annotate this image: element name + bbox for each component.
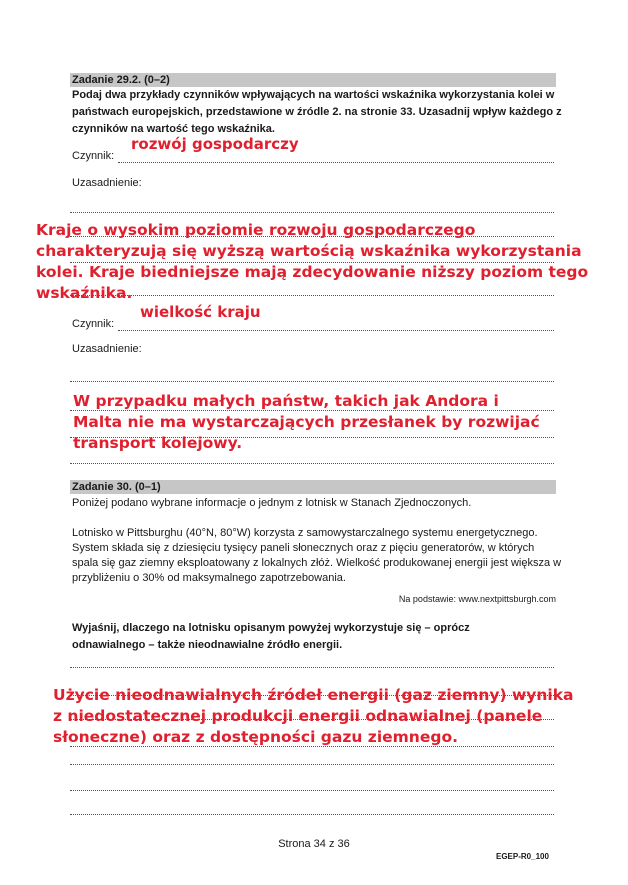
- answer-line[interactable]: [70, 667, 554, 668]
- task-29-header: Zadanie 29.2. (0–2): [70, 73, 556, 87]
- answer-line[interactable]: [70, 463, 554, 464]
- answer-line[interactable]: [70, 212, 554, 213]
- task-30-source-text: Lotnisko w Pittsburghu (40°N, 80°W) korzysta z samowystarczalnego systemu energetycznego. System składa się z dziesięciu tysięcy paneli słonecznych oraz z pięciu generatorów, w których spala się gaz ziemny eksploatowany z lokalnych złóż. Wielkość produkowanej energii jest większa w przybliżeniu o 30% od maksymalnego zapotrzebowania.: [72, 527, 562, 584]
- task-30-question: Wyjaśnij, dlaczego na lotnisku opisanym powyżej wykorzystuje się – oprócz odnawialnego – także nieodnawialne źródło energii.: [72, 622, 470, 651]
- task-30-answer: Użycie nieodnawialnych źródeł energii (gaz ziemny) wynika z niedostatecznej produkcji energii odnawialnej (panele słoneczne) oraz z dostępności gazu ziemnego.: [53, 686, 574, 746]
- task-29-instruction: Podaj dwa przykłady czynników wpływających na wartości wskaźnika wykorzystania kolei w państwach europejskich, przedstawione w źródle 2. na stronie 33. Uzasadnij wpływ każdego z czynników na wartość tego wskaźnika.: [72, 89, 562, 135]
- answer-line[interactable]: [70, 790, 554, 791]
- justification-1-label: Uzasadnienie:: [72, 177, 142, 189]
- justification-2-label: Uzasadnienie:: [72, 343, 142, 355]
- page-number: Strona 34 z 36: [278, 838, 350, 850]
- answer-line[interactable]: [70, 814, 554, 815]
- answer-line[interactable]: [70, 764, 554, 765]
- justification-1-answer: Kraje o wysokim poziomie rozwoju gospodarczego charakteryzują się wyższą wartością wskaźnika wykorzystania kolei. Kraje biedniejsze mają zdecydowanie niższy poziom tego wskaźnika.: [36, 221, 589, 302]
- answer-line[interactable]: [70, 381, 554, 382]
- factor-1-line[interactable]: [118, 162, 554, 163]
- justification-2-answer: W przypadku małych państw, takich jak Andora i Malta nie ma wystarczających przesłanek by rozwijać transport kolejowy.: [73, 392, 540, 452]
- task-30-header: Zadanie 30. (0–1): [70, 480, 556, 494]
- factor-1-answer: rozwój gospodarczy: [131, 135, 299, 153]
- source-caption: Na podstawie: www.nextpittsburgh.com: [398, 594, 556, 604]
- factor-2-label: Czynnik:: [72, 318, 115, 330]
- factor-1-label: Czynnik:: [72, 150, 115, 162]
- factor-2-answer: wielkość kraju: [140, 303, 261, 321]
- task-30-intro: Poniżej podano wybrane informacje o jednym z lotnisk w Stanach Zjednoczonych.: [72, 497, 472, 509]
- factor-2-line[interactable]: [118, 330, 554, 331]
- exam-code: EGEP-R0_100: [496, 852, 549, 861]
